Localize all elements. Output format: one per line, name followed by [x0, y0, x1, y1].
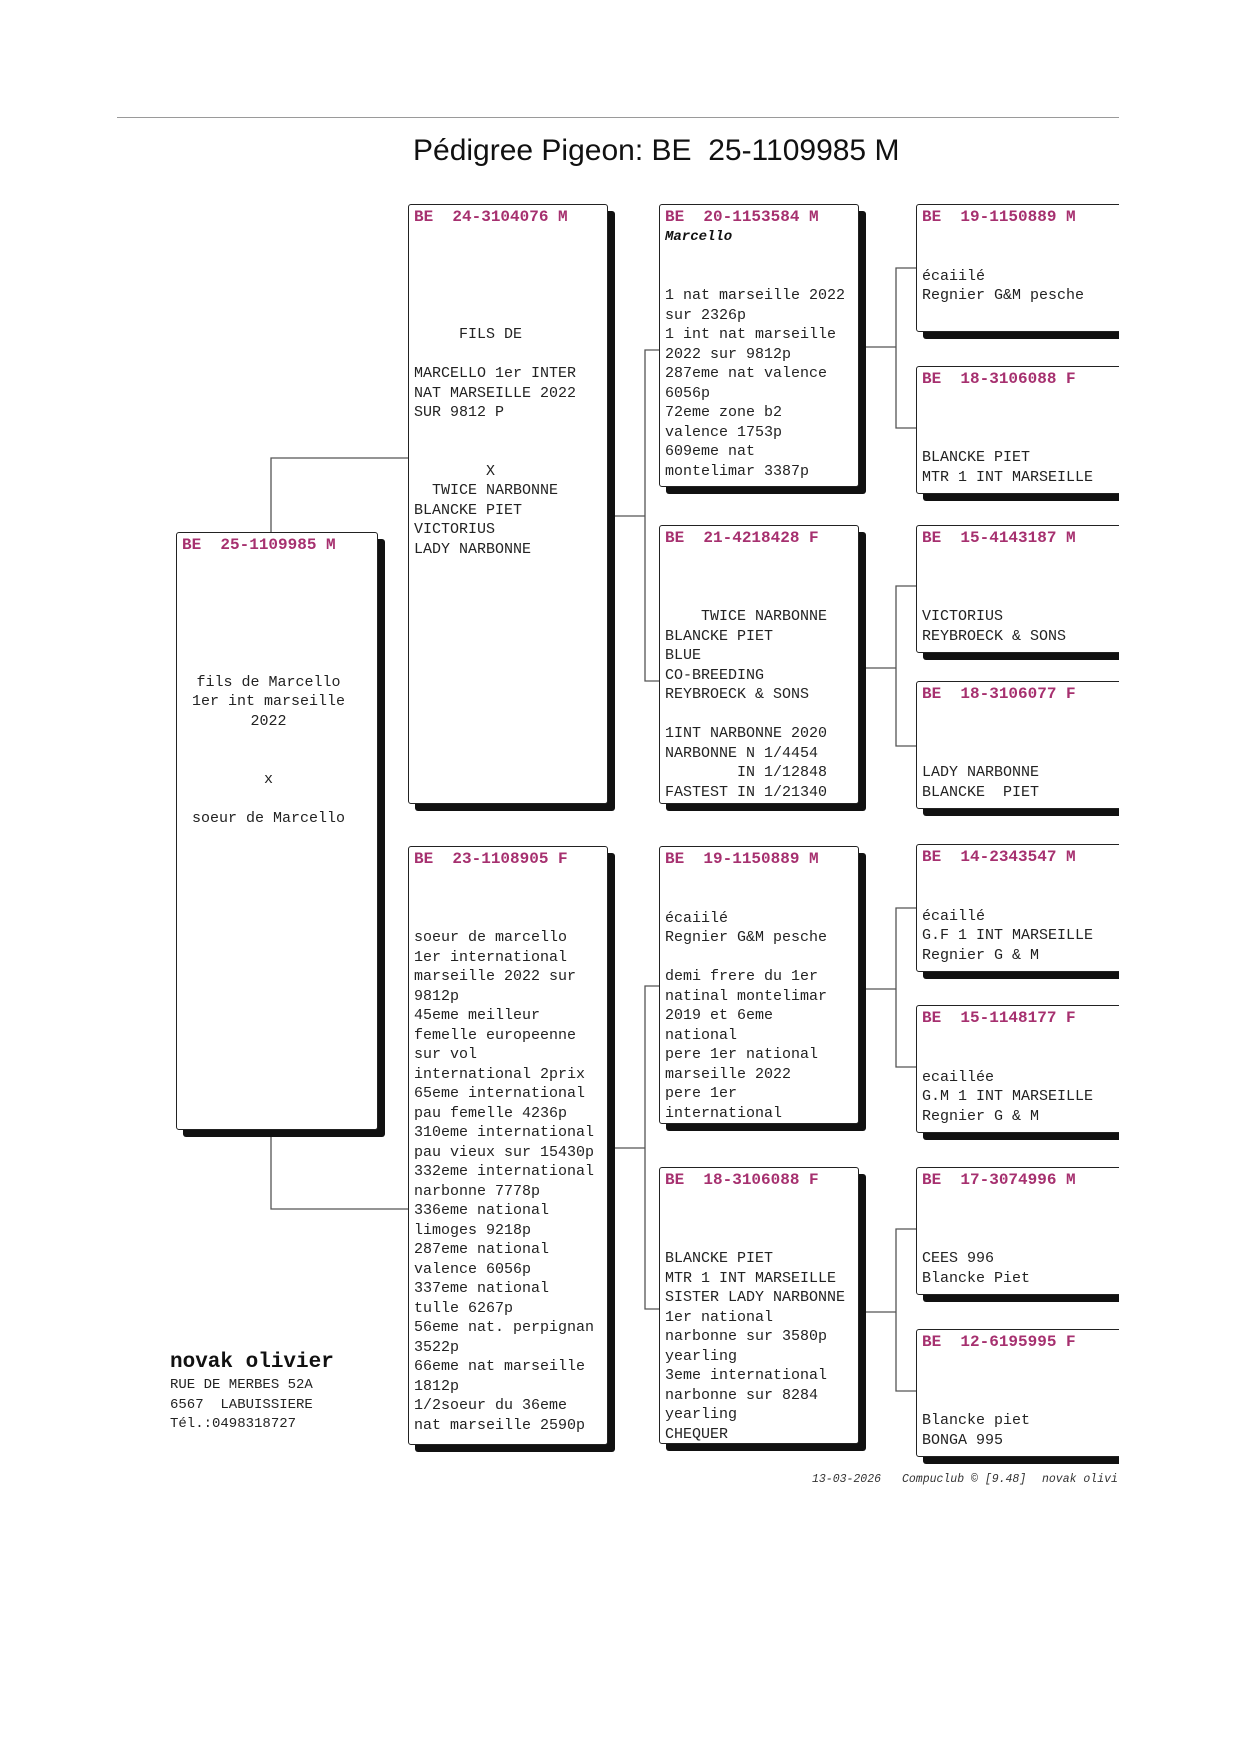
note-line: yearling — [665, 1406, 738, 1423]
note-line: Regnier G&M pesche — [665, 929, 828, 946]
notes — [922, 267, 1119, 306]
notes — [922, 607, 1119, 646]
note-line: Regnier G&M pesche — [922, 287, 1085, 304]
ring-number: BE 20-1153584 M — [665, 208, 819, 226]
note-line: RUE DE MERBES 52A — [170, 1377, 313, 1393]
note-line: 1 nat marseille 2022 — [665, 287, 846, 304]
great-grandparent-card-8 — [916, 1329, 1119, 1457]
note-line: 6567 LABUISSIERE — [170, 1396, 313, 1413]
great-grandparent-card-1 — [916, 204, 1119, 332]
note-line: CO-BREEDING — [665, 666, 765, 684]
great-grandparent-card-3 — [916, 525, 1119, 653]
note-line: REYBROECK & SONS — [922, 627, 1067, 645]
footer-owner: novak olivi — [1042, 1473, 1118, 1486]
notes — [922, 1411, 1119, 1450]
note-line: soeur de marcello — [414, 929, 568, 946]
note-line: LADY NARBONNE — [414, 540, 532, 558]
note-line: national — [665, 1026, 738, 1044]
note-line: tulle 6267p — [414, 1299, 514, 1317]
owner-name: novak olivier — [170, 1351, 334, 1374]
ring-number: BE 15-1148177 F — [922, 1009, 1076, 1027]
note-line: IN 1/12848 — [665, 764, 828, 781]
note-line: 65eme international — [414, 1085, 586, 1102]
notes — [922, 1249, 1119, 1288]
note-line: natinal montelimar — [665, 987, 828, 1005]
note-line: 336eme national — [414, 1202, 550, 1219]
note-line: G.F 1 INT MARSEILLE — [922, 927, 1094, 944]
note-line: X — [414, 462, 496, 480]
note-line: 287eme national — [414, 1241, 550, 1258]
note-line: BONGA 995 — [922, 1431, 1004, 1449]
great-grandparent-card-5 — [916, 844, 1119, 972]
note-line: pere 1er — [665, 1085, 738, 1102]
note-line: 1er national — [665, 1308, 774, 1326]
note-line: MTR 1 INT MARSEILLE — [922, 468, 1094, 486]
note-line: pau vieux sur 15430p — [414, 1143, 595, 1161]
note-line: BLANCKE PIET — [922, 449, 1031, 466]
great-grandparent-card-7 — [916, 1167, 1119, 1295]
note-line: 1er int marseille — [191, 693, 346, 710]
note-line: 66eme nat marseille — [414, 1358, 586, 1375]
note-line: 56eme nat. perpignan — [414, 1319, 595, 1336]
note-line: 3eme international — [665, 1367, 828, 1384]
note-line: ecaillée — [922, 1068, 995, 1086]
note-line: Regnier G & M — [922, 946, 1040, 964]
note-line: Blancke Piet — [922, 1269, 1031, 1287]
note-line: international — [665, 1104, 783, 1122]
note-line: narbonne sur 3580p — [665, 1328, 828, 1345]
note-line: 1812p — [414, 1377, 460, 1395]
note-line: LADY NARBONNE — [922, 764, 1040, 781]
note-line: international 2prix — [414, 1065, 586, 1083]
note-line: 6056p — [665, 384, 711, 402]
note-line: 1er international — [414, 948, 568, 966]
ring-number: BE 25-1109985 M — [182, 536, 336, 554]
ring-number: BE 12-6195995 F — [922, 1333, 1076, 1351]
note-line: 310eme international — [414, 1124, 595, 1141]
note-line: 72eme zone b2 — [665, 404, 783, 421]
notes — [922, 763, 1119, 802]
ring-number: BE 18-3106088 F — [922, 370, 1076, 388]
notes — [922, 448, 1119, 487]
note-line: MTR 1 INT MARSEILLE — [665, 1269, 837, 1287]
note-line: BLANCKE PIET — [922, 783, 1040, 801]
note-line: 287eme nat valence — [665, 365, 828, 382]
note-line: 609eme nat — [665, 443, 756, 460]
note-line: montelimar 3387p — [665, 462, 810, 480]
note-line: TWICE NARBONNE — [665, 608, 828, 625]
note-line: 1 int nat marseille — [665, 326, 837, 343]
notes — [922, 1068, 1119, 1127]
note-line: sur vol — [414, 1046, 478, 1063]
ring-number: BE 21-4218428 F — [665, 529, 819, 547]
pigeon-name: Marcello — [665, 228, 733, 245]
footer-date: 13-03-2026 — [812, 1473, 882, 1486]
ring-number: BE 19-1150889 M — [922, 208, 1076, 226]
note-line: demi frere du 1er — [665, 968, 819, 985]
ring-number: BE 14-2343547 M — [922, 848, 1076, 866]
ring-number: BE 18-3106077 F — [922, 685, 1076, 703]
note-line: Regnier G & M — [922, 1107, 1040, 1125]
note-line: 45eme meilleur — [414, 1007, 541, 1024]
note-line: SUR 9812 P — [414, 404, 505, 421]
note-line: femelle europeenne — [414, 1026, 577, 1044]
note-line: sur 2326p — [665, 306, 747, 324]
note-line: soeur de Marcello — [191, 810, 346, 827]
note-line: 337eme national — [414, 1280, 550, 1297]
note-line: limoges 9218p — [414, 1221, 532, 1239]
note-line: yearling — [665, 1347, 738, 1365]
note-line: 332eme international — [414, 1163, 595, 1180]
note-line: VICTORIUS — [414, 521, 496, 538]
page-title: Pédigree Pigeon: BE 25-1109985 M — [413, 134, 900, 167]
note-line: pau femelle 4236p — [414, 1104, 568, 1122]
note-line: Tél.:0498318727 — [170, 1416, 297, 1432]
note-line: valence 6056p — [414, 1260, 532, 1278]
owner-block — [170, 1351, 334, 1435]
note-line: x — [263, 771, 273, 788]
note-line: valence 1753p — [665, 423, 783, 441]
note-line: marseille 2022 — [665, 1065, 792, 1083]
note-line: fils de Marcello — [196, 673, 341, 691]
ring-number: BE 15-4143187 M — [922, 529, 1076, 547]
footer-software: Compuclub © [9.48] — [902, 1473, 1027, 1486]
notes — [922, 907, 1119, 966]
note-line: CHEQUER — [665, 1425, 729, 1443]
note-line: marseille 2022 sur — [414, 968, 577, 985]
note-line: BLANCKE PIET — [665, 627, 774, 645]
note-line: BLANCKE PIET — [665, 1250, 774, 1267]
note-line: 9812p — [414, 987, 460, 1005]
great-grandparent-card-2 — [916, 366, 1119, 494]
note-line: pere 1er national — [665, 1046, 819, 1063]
ring-number: BE 18-3106088 F — [665, 1171, 819, 1189]
note-line: 2022 sur 9812p — [665, 345, 792, 363]
note-line: BLUE — [665, 647, 702, 664]
note-line: écaiilé — [922, 267, 986, 285]
great-grandparent-card-6 — [916, 1005, 1119, 1133]
owner-address — [170, 1376, 334, 1435]
note-line: narbonne sur 8284 — [665, 1386, 819, 1404]
note-line: nat marseille 2590p — [414, 1416, 586, 1434]
note-line: écaiilé — [665, 909, 729, 927]
note-line: FASTEST IN 1/21340 — [665, 783, 828, 801]
note-line: G.M 1 INT MARSEILLE — [922, 1088, 1094, 1105]
ring-number: BE 19-1150889 M — [665, 850, 819, 868]
ring-number: BE 24-3104076 M — [414, 208, 568, 226]
note-line: CEES 996 — [922, 1250, 995, 1267]
note-line: NARBONNE N 1/4454 — [665, 744, 819, 762]
note-line: VICTORIUS — [922, 608, 1004, 625]
great-grandparent-card-4 — [916, 681, 1119, 809]
note-line: Blancke piet — [922, 1412, 1031, 1429]
note-line: 2019 et 6eme — [665, 1007, 774, 1024]
note-line: 1INT NARBONNE 2020 — [665, 725, 828, 742]
note-line: NAT MARSEILLE 2022 — [414, 384, 577, 402]
note-line: REYBROECK & SONS — [665, 686, 810, 703]
note-line: FILS DE — [414, 326, 523, 343]
note-line: 2022 — [250, 712, 287, 730]
ring-number: BE 17-3074996 M — [922, 1171, 1076, 1189]
ring-number: BE 23-1108905 F — [414, 850, 568, 868]
note-line: TWICE NARBONNE — [414, 482, 559, 499]
note-line: narbonne 7778p — [414, 1182, 541, 1200]
note-line: MARCELLO 1er INTER — [414, 365, 577, 382]
note-line: 3522p — [414, 1338, 460, 1356]
note-line: écaillé — [922, 907, 986, 925]
note-line: 1/2soeur du 36eme — [414, 1397, 568, 1414]
note-line: SISTER LADY NARBONNE — [665, 1289, 846, 1306]
note-line: BLANCKE PIET — [414, 501, 523, 519]
